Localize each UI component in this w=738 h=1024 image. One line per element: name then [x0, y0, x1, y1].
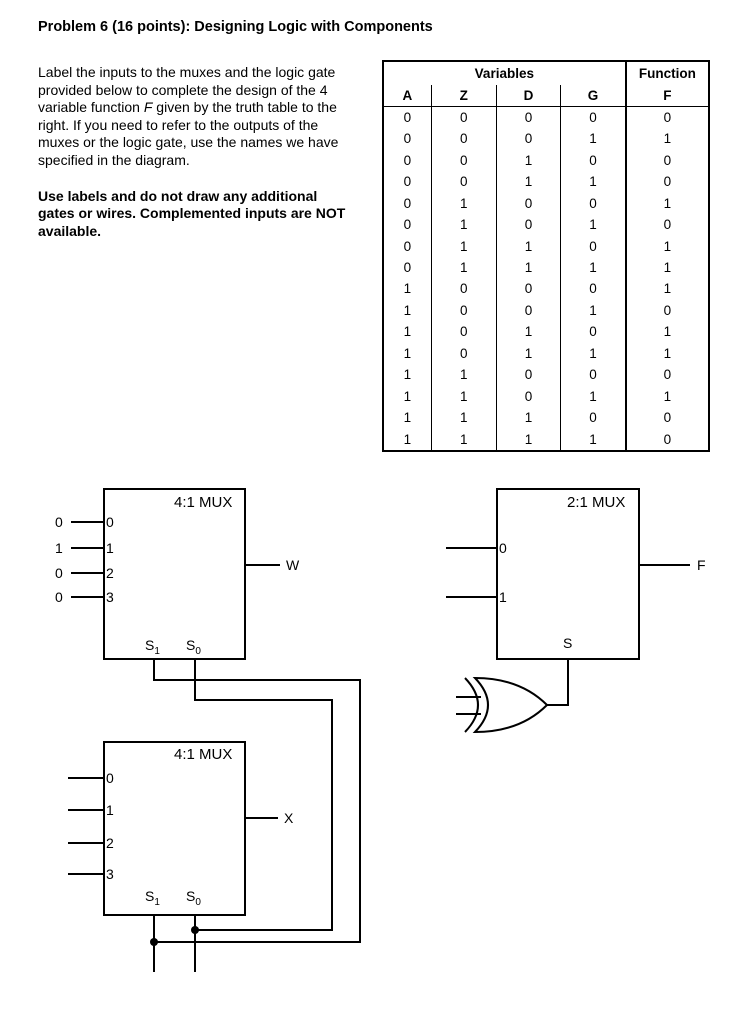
table-cell: 1: [561, 300, 626, 321]
table-cell: 0: [496, 278, 561, 299]
mux-top-label-2: 2: [106, 565, 114, 581]
table-cell: 1: [561, 128, 626, 149]
xor-output-wire: [547, 659, 568, 705]
table-cell: 0: [431, 171, 496, 192]
table-cell: 1: [626, 321, 709, 342]
select-s1-wire: [154, 659, 360, 942]
table-cell: 0: [431, 278, 496, 299]
mux-top-given-3: 0: [55, 589, 63, 605]
mux-bottom-output-label: X: [284, 810, 294, 826]
table-cell: 1: [496, 343, 561, 364]
junction-s1: [150, 938, 158, 946]
table-cell: 1: [496, 407, 561, 428]
table-cell: 0: [561, 407, 626, 428]
mux-bottom-title: 4:1 MUX: [174, 746, 233, 763]
mux-2to1-select-label: S: [563, 635, 573, 651]
table-cell: 1: [561, 428, 626, 451]
table-cell: 1: [496, 150, 561, 171]
problem-title: Problem 6 (16 points): Designing Logic with Components: [38, 19, 433, 35]
table-cell: 1: [431, 386, 496, 407]
table-cell: 1: [626, 128, 709, 149]
xor-gate-body: [475, 678, 547, 732]
table-cell: 1: [561, 343, 626, 364]
mux-2to1-label-1: 1: [499, 589, 507, 605]
mux-top-given-2: 0: [55, 565, 63, 581]
table-cell: 1: [626, 235, 709, 256]
mux-2to1-output-label: F: [697, 557, 706, 573]
mux-top-given-1: 1: [55, 540, 63, 556]
table-cell: 0: [383, 128, 431, 149]
mux-bottom-label-1: 1: [106, 802, 114, 818]
table-cell: 1: [496, 428, 561, 451]
table-cell: 0: [561, 278, 626, 299]
mux-bottom-label-2: 2: [106, 835, 114, 851]
column-header-g: G: [561, 85, 626, 106]
column-header-z: Z: [431, 85, 496, 106]
table-cell: 1: [431, 192, 496, 213]
mux-top-label-0: 0: [106, 514, 114, 530]
table-cell: 0: [383, 150, 431, 171]
mux-top-title: 4:1 MUX: [174, 494, 233, 511]
mux-bottom-s1-label: $S_1$: [145, 888, 160, 908]
mux-top-box: [104, 489, 245, 659]
table-cell: 0: [431, 150, 496, 171]
table-cell: 0: [561, 192, 626, 213]
table-cell: 0: [626, 106, 709, 128]
table-cell: 0: [626, 428, 709, 451]
mux-top-s0-label: $S_0$: [186, 637, 201, 657]
table-cell: 1: [496, 321, 561, 342]
mux-top-s1-label: $S_1$: [145, 637, 160, 657]
junction-s0: [191, 926, 199, 934]
table-cell: 1: [561, 171, 626, 192]
mux-2to1-title: 2:1 MUX: [567, 494, 626, 511]
table-cell: 1: [383, 407, 431, 428]
table-cell: 0: [383, 257, 431, 278]
table-cell: 0: [561, 235, 626, 256]
table-cell: 0: [626, 300, 709, 321]
table-cell: 1: [496, 235, 561, 256]
mux-bottom-s0-label: $S_0$: [186, 888, 201, 908]
function-header: Function: [626, 61, 709, 85]
table-cell: 1: [431, 407, 496, 428]
table-cell: 0: [383, 192, 431, 213]
table-cell: 0: [496, 364, 561, 385]
table-cell: 0: [626, 150, 709, 171]
table-cell: 0: [431, 300, 496, 321]
table-cell: 0: [496, 128, 561, 149]
instructions-paragraph-2: Use labels and do not draw any additional gates or wires. Complemented inputs are NOT available.: [38, 187, 346, 239]
table-cell: 0: [431, 106, 496, 128]
table-cell: 0: [626, 171, 709, 192]
table-cell: 1: [383, 343, 431, 364]
table-cell: 1: [561, 214, 626, 235]
table-cell: 1: [561, 386, 626, 407]
table-cell: 1: [626, 386, 709, 407]
mux-2to1-box: [497, 489, 639, 659]
table-cell: 1: [626, 343, 709, 364]
table-cell: 0: [383, 171, 431, 192]
table-cell: 1: [383, 278, 431, 299]
table-cell: 1: [431, 257, 496, 278]
table-cell: 0: [496, 386, 561, 407]
table-cell: 0: [561, 150, 626, 171]
select-s0-wire: [195, 659, 332, 930]
xor-gate-back-curve: [465, 678, 478, 732]
table-cell: 0: [626, 214, 709, 235]
mux-top-output-label: W: [286, 557, 300, 573]
mux-2to1-label-0: 0: [499, 540, 507, 556]
table-cell: 1: [496, 257, 561, 278]
mux-bottom-label-0: 0: [106, 770, 114, 786]
mux-top-given-0: 0: [55, 514, 63, 530]
mux-top-label-1: 1: [106, 540, 114, 556]
table-cell: 1: [496, 171, 561, 192]
table-cell: 0: [383, 235, 431, 256]
table-cell: 1: [383, 386, 431, 407]
mux-bottom-box: [104, 742, 245, 915]
table-cell: 1: [383, 300, 431, 321]
table-cell: 0: [496, 300, 561, 321]
table-cell: 0: [561, 106, 626, 128]
table-cell: 0: [496, 192, 561, 213]
table-cell: 0: [383, 106, 431, 128]
table-cell: 0: [383, 214, 431, 235]
table-cell: 1: [626, 192, 709, 213]
variables-header: Variables: [383, 61, 626, 85]
table-cell: 0: [431, 321, 496, 342]
table-cell: 0: [496, 214, 561, 235]
table-cell: 1: [383, 321, 431, 342]
table-cell: 1: [626, 257, 709, 278]
instructions-paragraph-1: Label the inputs to the muxes and the logic gate provided below to complete the design of the 4 variable function F given by the truth table to the right. If you need to refer to the outputs of the muxes or the logic gate, use the names we have specified in the diagram.: [38, 64, 339, 168]
table-cell: 0: [431, 343, 496, 364]
table-cell: 0: [626, 407, 709, 428]
table-cell: 1: [431, 428, 496, 451]
table-cell: 1: [431, 235, 496, 256]
mux-bottom-label-3: 3: [106, 866, 114, 882]
table-cell: 0: [626, 364, 709, 385]
table-cell: 1: [431, 364, 496, 385]
table-cell: 1: [431, 214, 496, 235]
column-header-f: F: [626, 85, 709, 106]
mux-top-label-3: 3: [106, 589, 114, 605]
table-cell: 1: [561, 257, 626, 278]
table-cell: 0: [561, 364, 626, 385]
table-cell: 1: [383, 364, 431, 385]
table-cell: 0: [431, 128, 496, 149]
table-cell: 0: [496, 106, 561, 128]
table-cell: 1: [383, 428, 431, 451]
column-header-d: D: [496, 85, 561, 106]
table-cell: 1: [626, 278, 709, 299]
column-header-a: A: [383, 85, 431, 106]
table-cell: 0: [561, 321, 626, 342]
